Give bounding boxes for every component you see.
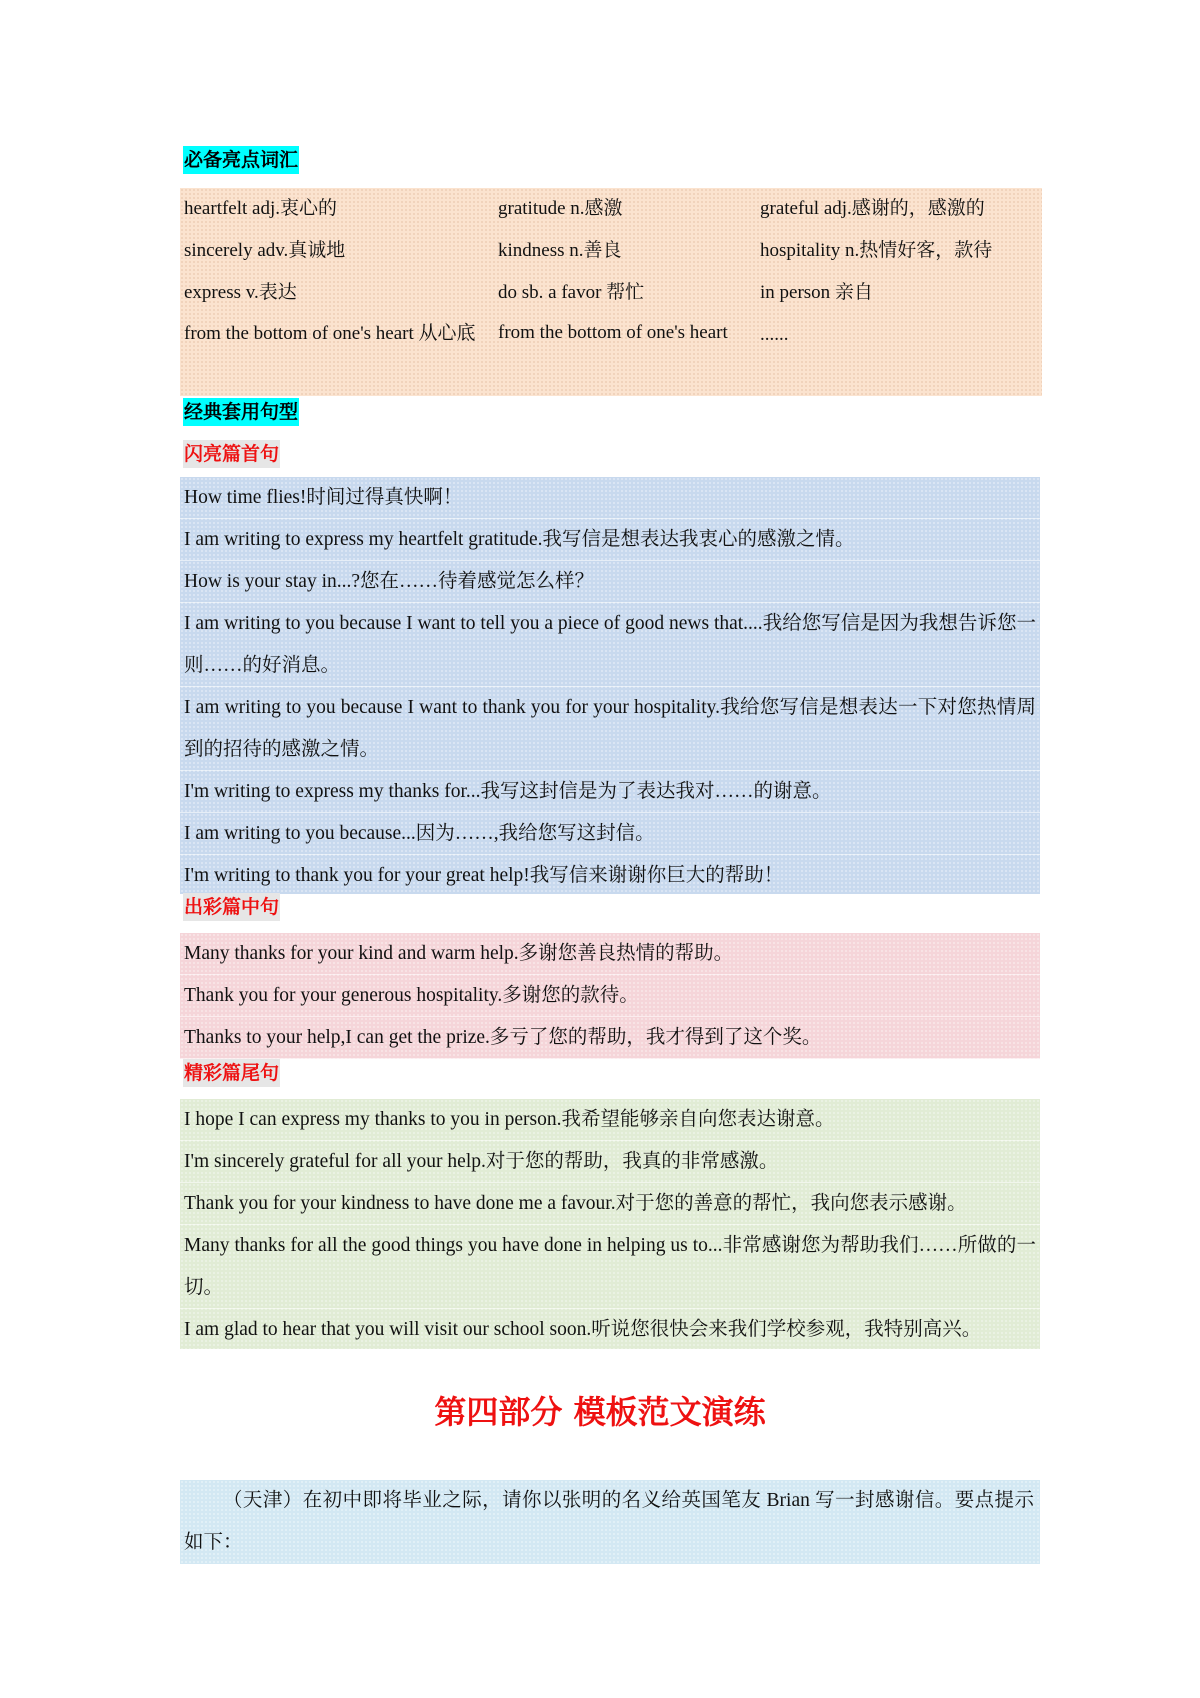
vocab-entry: express v.表达: [184, 282, 297, 303]
sentence-line: I am glad to hear that you will visit our school soon.听说您很快会来我们学校参观，我特别高兴。: [180, 1309, 1040, 1351]
sentence-line: I'm writing to thank you for your great help!我写信来谢谢你巨大的帮助！: [180, 855, 1040, 897]
vocab-column-1: [184, 188, 476, 356]
sentence-line: I am writing to you because I want to tell you a piece of good news that....我给您写信是因为我想告诉您一则……的好消息。: [180, 603, 1040, 687]
ending-label: 精彩篇尾句: [183, 1059, 280, 1087]
sentences-heading: 经典套用句型: [183, 398, 299, 426]
vocab-column-3: [760, 188, 1040, 356]
vocab-entry: gratitude n.感激: [498, 198, 623, 219]
vocab-table: [180, 188, 1042, 396]
vocab-entry: grateful adj.感谢的，感激的: [760, 198, 985, 219]
sentence-line: I am writing to you because I want to thank you for your hospitality.我给您写信是想表达一下对您热情周到的招待的感激之情。: [180, 687, 1040, 771]
vocab-entry: from the bottom of one's heart: [498, 322, 728, 343]
vocab-entry: do sb. a favor 帮忙: [498, 282, 645, 303]
vocab-column-2: [498, 188, 743, 356]
sentence-line: Many thanks for all the good things you have done in helping us to...非常感谢您为帮助我们……所做的一切。: [180, 1225, 1040, 1309]
vocab-entry: heartfelt adj.衷心的: [184, 198, 338, 219]
sentence-line: Thanks to your help,I can get the prize.多亏了您的帮助，我才得到了这个奖。: [180, 1017, 1040, 1059]
vocab-entry: sincerely adv.真诚地: [184, 240, 346, 261]
opening-label: 闪亮篇首句: [183, 440, 280, 468]
vocab-entry: kindness n.善良: [498, 240, 622, 261]
middle-label: 出彩篇中句: [183, 893, 280, 921]
vocab-entry: ......: [760, 324, 789, 345]
sentence-line: I am writing to you because...因为……,我给您写这封信。: [180, 813, 1040, 855]
vocab-entry: hospitality n.热情好客，款待: [760, 240, 993, 261]
task-prompt: [180, 1480, 1040, 1564]
sentence-line: Thank you for your generous hospitality.多谢您的款待。: [180, 975, 1040, 1017]
vocab-entry: in person 亲自: [760, 282, 873, 303]
sentence-line: Many thanks for your kind and warm help.多谢您善良热情的帮助。: [180, 933, 1040, 975]
sentence-line: I am writing to express my heartfelt gratitude.我写信是想表达我衷心的感激之情。: [180, 519, 1040, 561]
part-title: 第四部分 模板范文演练: [434, 1393, 766, 1431]
sentence-line: I'm sincerely grateful for all your help.对于您的帮助，我真的非常感激。: [180, 1141, 1040, 1183]
ending-sentences: [180, 1099, 1040, 1349]
task-text: （天津）在初中即将毕业之际，请你以张明的名义给英国笔友 Brian 写一封感谢信。要点提示如下：: [184, 1490, 1034, 1553]
vocab-heading: 必备亮点词汇: [183, 146, 299, 174]
sentence-line: How is your stay in...?您在……待着感觉怎么样？: [180, 561, 1040, 603]
opening-sentences: [180, 477, 1040, 894]
sentence-line: Thank you for your kindness to have done me a favour.对于您的善意的帮忙，我向您表示感谢。: [180, 1183, 1040, 1225]
middle-sentences: [180, 933, 1040, 1059]
sentence-line: I hope I can express my thanks to you in person.我希望能够亲自向您表达谢意。: [180, 1099, 1040, 1141]
sentence-line: How time flies!时间过得真快啊！: [180, 477, 1040, 519]
sentence-line: I'm writing to express my thanks for...我写这封信是为了表达我对……的谢意。: [180, 771, 1040, 813]
vocab-entry: from the bottom of one's heart 从心底: [184, 323, 476, 344]
